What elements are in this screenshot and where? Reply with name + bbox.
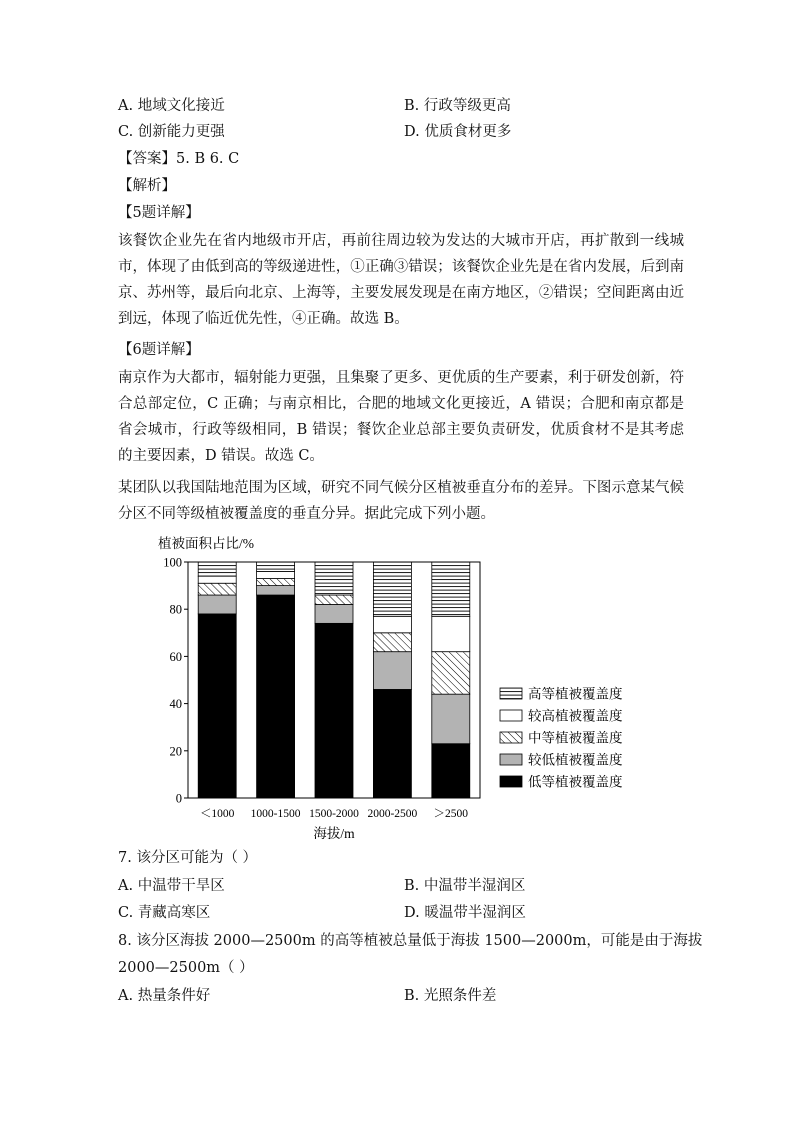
option-a: A. 地域文化接近 <box>118 98 225 114</box>
q6-explanation: 南京作为大都市，辐射能力更强，且集聚了更多、更优质的生产要素，利于研发创新，符合总部定位，C 正确；与南京相比，合肥的地域文化更接近，A 错误；合肥和南京都是省会城市，行政等级相同，B 错误；餐饮企业总部主要负责研发，优质食材不是其考虑的主要因素，D 错误。故选 C。 <box>118 370 684 464</box>
bar-segment <box>373 562 411 616</box>
analysis-heading: 【解析】 <box>118 178 176 194</box>
bar-segment <box>432 562 470 616</box>
bar-segment <box>257 562 295 571</box>
x-tick-label: 1000-1500 <box>250 808 301 820</box>
q7-stem: 7. 该分区可能为（ ） <box>118 850 258 866</box>
q5-explanation: 该餐饮企业先在省内地级市开店，再前往周边较为发达的大城市开店，再扩散到一线城市，体现了由低到高的等级递进性，①正确③错误；该餐饮企业先是在省内发展，后到南京、苏州等，最后向北京、上海等，主要发展发现是在南方地区，②错误；空间距离由近到远，体现了临近优先性，④正确。故选 B。 <box>118 233 684 327</box>
q8-option-a: A. 热量条件好 <box>118 988 211 1004</box>
y-axis-label: 植被面积占比/% <box>158 536 254 551</box>
x-tick-label: ＜1000 <box>199 808 235 820</box>
y-tick-label: 100 <box>163 555 182 570</box>
bar-segment <box>373 689 411 798</box>
y-tick-label: 80 <box>169 602 182 617</box>
q8-option-b: B. 光照条件差 <box>404 988 497 1004</box>
q7-option-d: D. 暖温带半湿润区 <box>404 905 526 921</box>
q5-heading: 【5题详解】 <box>118 205 200 221</box>
y-tick-label: 60 <box>169 649 182 664</box>
legend-label: 中等植被覆盖度 <box>528 730 623 746</box>
legend-label: 低等植被覆盖度 <box>528 774 623 790</box>
bar-segment <box>432 744 470 798</box>
x-axis-label: 海拔/m <box>313 826 355 841</box>
legend-label: 高等植被覆盖度 <box>528 686 623 702</box>
legend-swatch <box>500 710 522 721</box>
q7-option-c: C. 青藏高寒区 <box>118 905 211 921</box>
legend-swatch <box>500 732 522 743</box>
bar-segment <box>198 583 236 595</box>
bar-segment <box>432 652 470 694</box>
y-tick-label: 0 <box>175 791 182 806</box>
bar-segment <box>257 571 295 578</box>
bar-segment <box>432 694 470 744</box>
q7-option-a: A. 中温带干旱区 <box>118 878 225 894</box>
answer-line: 【答案】5. B 6. C <box>118 151 240 167</box>
option-c: C. 创新能力更强 <box>118 124 225 140</box>
legend-label: 较低植被覆盖度 <box>528 752 623 768</box>
q8-stem-line1: 8. 该分区海拔 2000—2500m 的高等植被总量低于海拔 1500—2000m，可能是由于海拔 <box>118 933 703 949</box>
legend-swatch <box>500 688 522 699</box>
bar-segment <box>373 652 411 690</box>
bar-segment <box>315 562 353 595</box>
bar-segment <box>198 595 236 614</box>
bar-segment <box>373 633 411 652</box>
bar-segment <box>315 623 353 798</box>
q7-option-b: B. 中温带半湿润区 <box>404 878 526 894</box>
option-d: D. 优质食材更多 <box>404 124 512 140</box>
bar-segment <box>373 616 411 633</box>
x-tick-label: 2000-2500 <box>367 808 418 820</box>
intro-text: 某团队以我国陆地范围为区域，研究不同气候分区植被垂直分布的差异。下图示意某气候分区不同等级植被覆盖度的垂直分异。据此完成下列小题。 <box>118 480 684 522</box>
y-tick-label: 20 <box>169 744 182 759</box>
bar-segment <box>257 579 295 586</box>
legend-swatch <box>500 776 522 787</box>
vegetation-coverage-chart <box>150 530 650 845</box>
bar-segment <box>432 616 470 651</box>
q8-stem-line2: 2000—2500m（ ） <box>118 960 254 976</box>
bar-segment <box>315 595 353 604</box>
bar-segment <box>198 562 236 576</box>
bar-segment <box>257 586 295 595</box>
legend-label: 较高植被覆盖度 <box>528 708 623 724</box>
legend-swatch <box>500 754 522 765</box>
option-b: B. 行政等级更高 <box>404 98 511 114</box>
bar-segment <box>198 614 236 798</box>
bar-segment <box>198 576 236 583</box>
y-tick-label: 40 <box>169 697 182 712</box>
x-tick-label: 1500-2000 <box>309 808 359 820</box>
bar-segment <box>257 595 295 798</box>
bar-segment <box>315 604 353 623</box>
x-tick-label: ＞2500 <box>433 808 469 820</box>
q6-heading: 【6题详解】 <box>118 342 200 358</box>
